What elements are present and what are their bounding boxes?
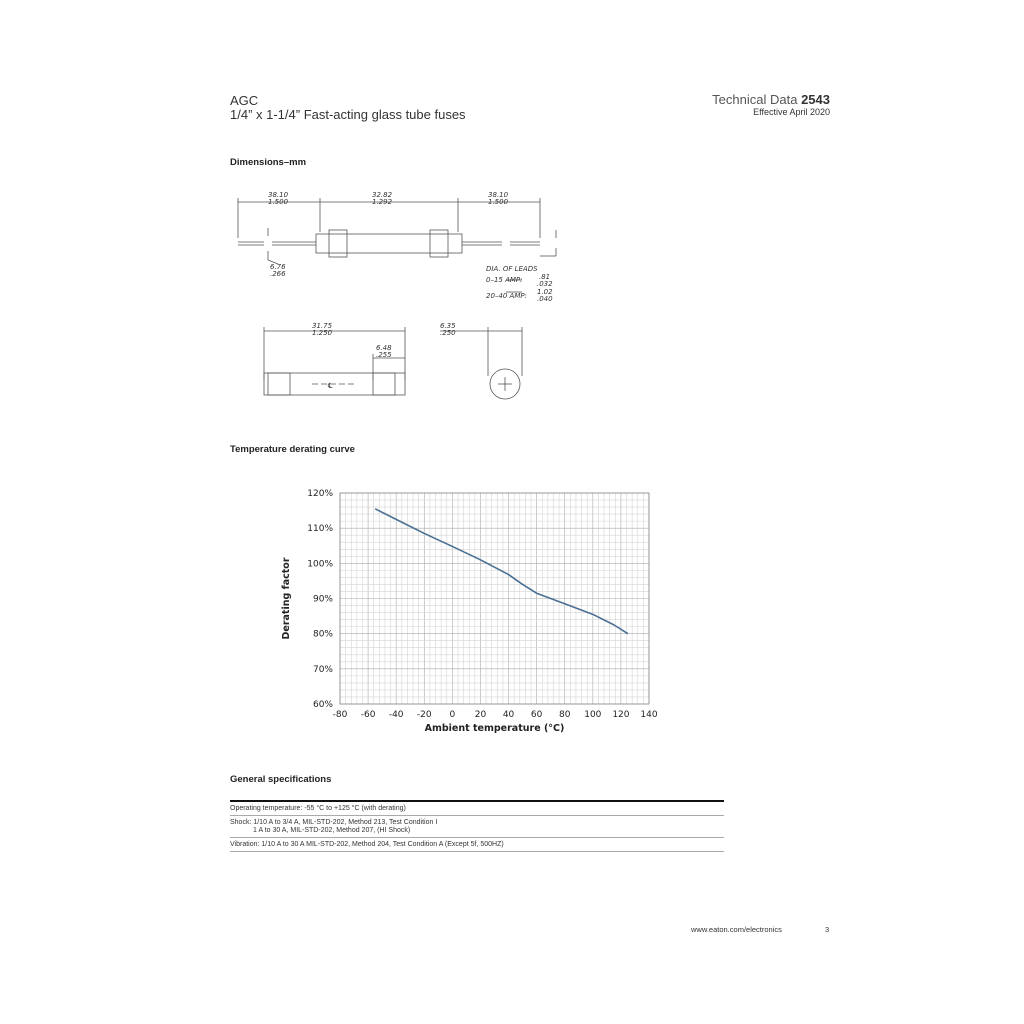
lead-right-in: 1.500 <box>488 198 509 206</box>
x-tick-label: 140 <box>640 710 658 720</box>
spec-line: Shock: 1/10 A to 3/4 A, MIL-STD-202, Method 213, Test Condition I <box>230 819 438 826</box>
cap-length-in: .255 <box>376 351 392 359</box>
x-tick-label: 0 <box>449 710 456 720</box>
lead-left-mm: 38.10 <box>268 191 289 199</box>
x-tick-label: -80 <box>332 710 348 720</box>
y-tick-label: 60% <box>312 700 333 710</box>
x-tick-label: -60 <box>360 710 376 720</box>
dia-mm: 6.76 <box>270 263 286 271</box>
doc-title <box>712 92 830 107</box>
body-mm: 32.82 <box>372 191 393 199</box>
leads-a-in: .032 <box>537 280 553 288</box>
x-axis-label: Ambient temperature (°C) <box>424 723 565 734</box>
footer-url[interactable]: www.eaton.com/electronics <box>691 925 782 934</box>
spec-line: Operating temperature: -55 °C to +125 °C (with derating) <box>230 805 406 812</box>
x-tick-label: 120 <box>612 710 630 720</box>
x-tick-label: 20 <box>474 710 487 720</box>
page-number: 3 <box>825 925 830 934</box>
leads-title: DIA. OF LEADS <box>486 265 538 273</box>
y-axis-label: Derating factor <box>281 557 292 640</box>
spec-row <box>230 816 724 838</box>
y-tick-label: 80% <box>312 629 333 640</box>
dia-in: .266 <box>270 270 286 278</box>
derating-chart <box>270 480 670 745</box>
fuse-length-in: 1.250 <box>312 329 333 337</box>
x-tick-label: 100 <box>584 710 602 720</box>
effective-date: Effective April 2020 <box>753 107 830 117</box>
y-tick-label: 100% <box>307 559 333 570</box>
fuse-length-mm: 31.75 <box>312 322 333 330</box>
leads-b-label: 20–40 AMP: <box>486 292 527 300</box>
leads-b-in: .040 <box>537 295 553 303</box>
product-subtitle: 1/4” x 1-1/4” Fast-acting glass tube fuses <box>230 107 466 122</box>
y-tick-label: 90% <box>312 594 333 605</box>
y-tick-label: 110% <box>307 524 333 535</box>
spec-row <box>230 838 724 852</box>
doc-number: 2543 <box>801 92 830 107</box>
x-tick-label: -20 <box>416 710 432 720</box>
doc-type: Technical Data <box>712 92 798 107</box>
body-in: 1.292 <box>372 198 393 206</box>
spec-row <box>230 802 724 816</box>
spec-line: Vibration: 1/10 A to 30 A MIL-STD-202, Method 204, Test Condition A (Except 5f, 500HZ) <box>230 841 504 848</box>
leads-a-label: 0–15 AMP: <box>486 276 523 284</box>
leads-a-mm: .81 <box>539 273 551 281</box>
lead-left-in: 1.500 <box>268 198 289 206</box>
y-tick-label: 70% <box>312 664 333 675</box>
general-specs-heading: General specifications <box>230 774 332 785</box>
spec-line-2: 1 A to 30 A, MIL-STD-202, Method 207, (HI Shock) <box>253 827 411 834</box>
leads-b-mm: 1.02 <box>537 288 553 296</box>
lead-right-mm: 38.10 <box>488 191 509 199</box>
dimensions-drawing <box>230 180 570 410</box>
general-specs-table <box>230 800 724 852</box>
derating-heading: Temperature derating curve <box>230 444 355 455</box>
x-tick-label: 40 <box>502 710 515 720</box>
cap-length-mm: 6.48 <box>376 344 392 352</box>
dimensions-heading: Dimensions–mm <box>230 157 307 168</box>
x-tick-label: 60 <box>530 710 543 720</box>
end-dia-in: .250 <box>440 329 456 337</box>
x-tick-label: -40 <box>388 710 404 720</box>
x-tick-label: 80 <box>559 710 571 720</box>
centerline-symbol: ℄ <box>327 382 334 390</box>
product-code: AGC <box>230 93 259 108</box>
end-dia-mm: 6.35 <box>440 322 456 330</box>
y-tick-label: 120% <box>307 489 333 499</box>
